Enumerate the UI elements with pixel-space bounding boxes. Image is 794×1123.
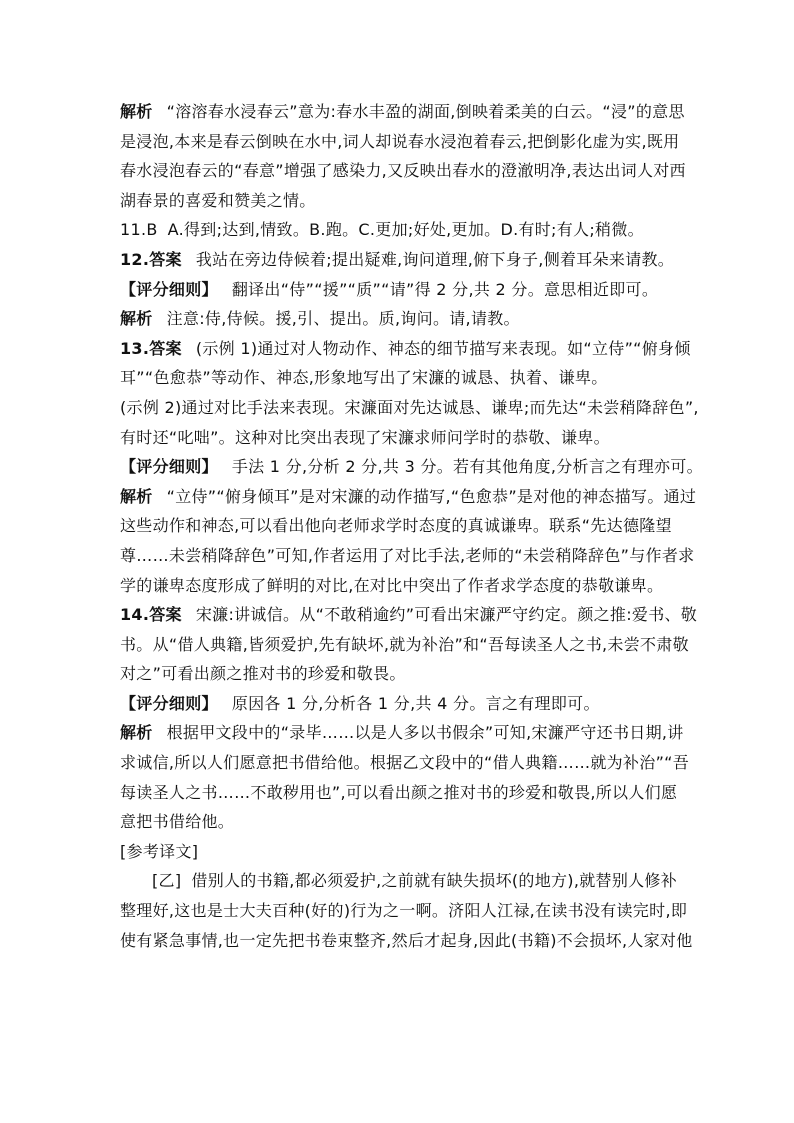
q14-analysis-line-3: 每读圣人之书……不敢秽用也”,可以看出颜之推对书的珍爱和敬畏,所以人们愿 <box>120 782 678 802</box>
reference-line-3: 使有紧急事情,也一定先把书卷束整齐,然后才起身,因此(书籍)不会损坏,人家对他 <box>120 930 693 950</box>
q13-analysis-label: 解析 <box>120 486 153 506</box>
q13-answer-line-2: 耳”“色愈恭”等动作、神态,形象地写出了宋濂的诚恳、执着、谦卑。 <box>120 368 608 388</box>
analysis-label: 解析 <box>120 102 153 121</box>
q13-answer-text-1: (示例 1)通过对人物动作、神态的细节描写来表现。如“立侍”“俯身倾 <box>195 338 691 358</box>
q13-analysis-line-3: 尊……未尝稍降辞色”可知,作者运用了对比手法,老师的“未尝稍降辞色”与作者求 <box>120 545 695 565</box>
q12-analysis-text: 注意:侍,侍候。援,引、提出。质,询问。请,请教。 <box>166 309 520 329</box>
q14-analysis-line-1 <box>120 718 684 748</box>
q13-analysis-line-1 <box>120 482 697 512</box>
q12-rubric-line <box>120 275 680 305</box>
s1-text-1: “溶溶春水浸春云”意为:春水丰盈的湖面,倒映着柔美的白云。“浸”的意思 <box>166 102 685 121</box>
reference-translation-heading: [参考译文] <box>120 841 199 861</box>
q13-rubric-line <box>120 452 703 482</box>
q13-analysis-line-4: 学的谦卑态度形成了鲜明的对比,在对比中突出了作者求学态度的恭敬谦卑。 <box>120 575 664 595</box>
q13-rubric-text: 手法 1 分,分析 2 分,共 3 分。若有其他角度,分析言之有理亦可。 <box>231 457 703 477</box>
q13-analysis-text-1: “立侍”“俯身倾耳”是对宋濂的动作描写,“色愈恭”是对他的神态描写。通过 <box>166 486 697 506</box>
q12-rubric-text: 翻译出“侍”“援”“质”“请”得 2 分,共 2 分。意思相近即可。 <box>231 279 659 299</box>
q12-analysis-line <box>120 304 680 334</box>
s1-line-1 <box>120 97 685 127</box>
q12-answer-label: 12.答案 <box>120 249 182 269</box>
q13-answer-line-1 <box>120 334 691 364</box>
s1-line-2: 是浸泡,本来是春云倒映在水中,词人却说春水浸泡着春云,把倒影化虚为实,既用 <box>120 131 680 151</box>
reference-line-2: 整理好,这也是士大夫百种(好的)行为之一啊。济阳人江禄,在读书没有读完时,即 <box>120 901 688 921</box>
q14-analysis-label: 解析 <box>120 723 153 743</box>
q14-rubric-text: 原因各 1 分,分析各 1 分,共 4 分。言之有理即可。 <box>231 693 600 713</box>
q12-answer-text: 我站在旁边侍候着;提出疑难,询问道理,俯下身子,侧着耳朵来请教。 <box>195 249 675 269</box>
q14-answer-line-1 <box>120 600 698 630</box>
q14-analysis-line-4: 意把书借给他。 <box>120 812 235 832</box>
q14-answer-text-1: 宋濂:讲诚信。从“不敢稍逾约”可看出宋濂严守约定。颜之推:爱书、敬 <box>195 605 698 625</box>
q14-analysis-line-2: 求诚信,所以人们愿意把书借给他。根据乙文段中的“借人典籍……就为补治”“吾 <box>120 753 690 773</box>
s1-line-3: 春水浸泡春云的“春意”增强了感染力,又反映出春水的澄澈明净,表达出词人对西 <box>120 161 686 181</box>
q11-number: 11.B <box>120 220 158 240</box>
reference-text-1: 借别人的书籍,都必须爱护,之前就有缺失损坏(的地方),就替别人修补 <box>191 871 678 891</box>
q14-answer-label: 14.答案 <box>120 605 182 625</box>
q13-analysis-line-2: 这些动作和神态,可以看出他向老师求学时态度的真诚谦卑。联系“先达德隆望 <box>120 516 672 536</box>
q12-analysis-label: 解析 <box>120 309 153 329</box>
reference-tag: [乙] <box>152 871 182 891</box>
reference-line-1 <box>120 866 680 896</box>
q13-rubric-label: 【评分细则】 <box>120 457 218 477</box>
q12-rubric-label: 【评分细则】 <box>120 279 218 299</box>
q13-answer-line-3: (示例 2)通过对比手法来表现。宋濂面对先达诚恳、谦卑;而先达“未尝稍降辞色”, <box>120 397 699 417</box>
q14-rubric-line <box>120 689 680 719</box>
q11-text: A.得到;达到,情致。B.跑。C.更加;好处,更加。D.有时;有人;稍微。 <box>167 220 644 240</box>
answer-content <box>120 97 703 955</box>
q11-line <box>120 215 680 245</box>
q14-answer-line-2: 书。从“借人典籍,皆须爱护,先有缺坏,就为补治”和“吾每读圣人之书,未尝不肃敬 <box>120 634 689 654</box>
q14-analysis-text-1: 根据甲文段中的“录毕……以是人多以书假余”可知,宋濂严守还书日期,讲 <box>166 723 684 743</box>
q13-answer-line-4: 有时还“叱咄”。这种对比突出表现了宋濂求师问学时的恭敬、谦卑。 <box>120 427 610 447</box>
q14-answer-line-3: 对之”可看出颜之推对书的珍爱和敬畏。 <box>120 664 406 684</box>
s1-line-4: 湖春景的喜爱和赞美之情。 <box>120 190 316 210</box>
q14-rubric-label: 【评分细则】 <box>120 693 218 713</box>
q13-answer-label: 13.答案 <box>120 338 182 358</box>
q12-answer-line <box>120 245 680 275</box>
